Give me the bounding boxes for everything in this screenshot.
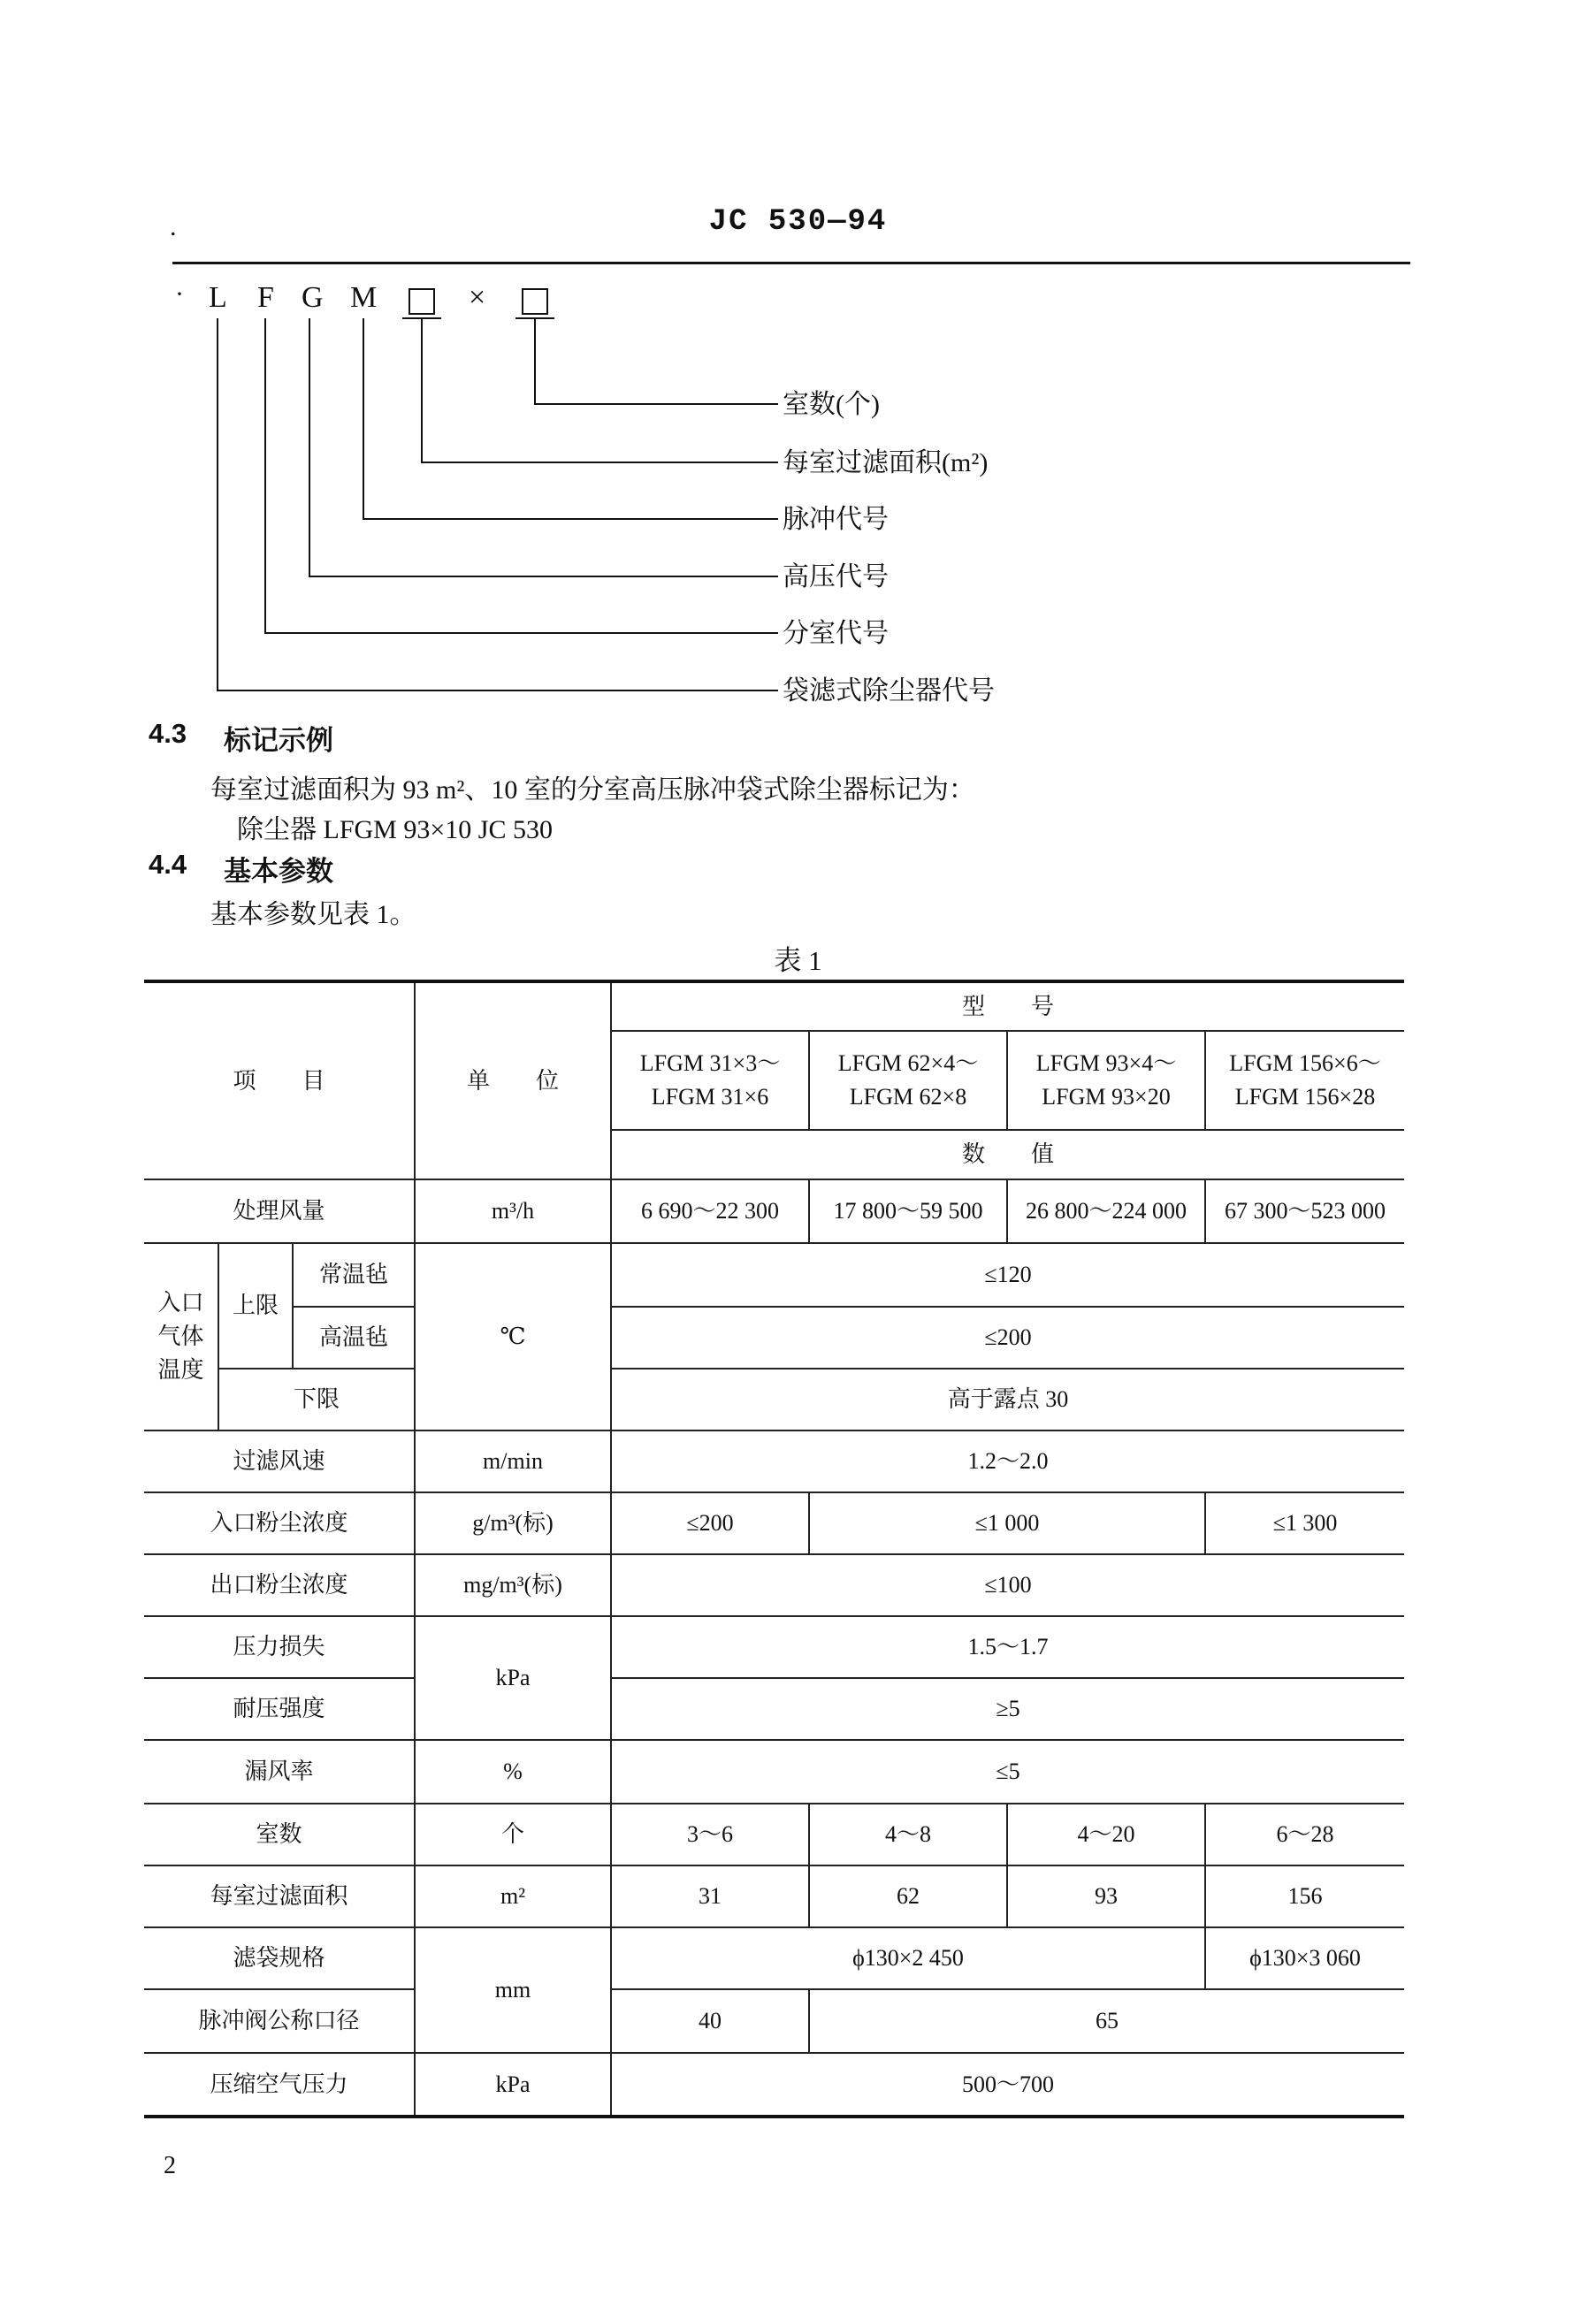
row-name-area: 每室过滤面积 [144,1865,415,1927]
table-row [144,1989,1404,2053]
row-name-leak: 漏风率 [144,1740,415,1804]
section-4-4-title: 基本参数 [224,856,333,887]
table-row [144,1616,1404,1678]
temp-lower-value: 高于露点 30 [611,1369,1404,1430]
section-4-3-example: 除尘器 LFGM 93×10 JC 530 [237,815,553,844]
area-31: 31 [611,1865,809,1927]
unit-inlet-dust: g/m³(标) [415,1492,611,1554]
line-high-pressure [309,318,778,576]
label-chambers: 室数(个) [783,390,880,419]
chambers-156: 6～28 [1205,1804,1404,1865]
row-name-bag: 滤袋规格 [144,1927,415,1989]
label-compartment: 分室代号 [783,619,889,648]
area-93: 93 [1007,1865,1205,1927]
model-31: LFGM 31×3～ LFGM 31×6 [611,1031,809,1130]
airflow-156: 67 300～523 000 [1205,1179,1404,1243]
temp-group-label: 入口 气体 温度 [144,1243,218,1430]
unit-air-pressure: kPa [415,2053,611,2117]
code-letter-f: F [257,281,274,314]
standard-code: JC 530—94 [708,205,888,239]
inlet-dust-156: ≤1 300 [1205,1492,1404,1554]
airflow-93: 26 800～224 000 [1007,1179,1205,1243]
parameters-table [144,980,1404,2118]
table-row [144,1865,1404,1927]
times-symbol: × [469,281,486,314]
table-row [144,1554,1404,1616]
line-chambers [535,318,778,404]
temp-high-value: ≤200 [611,1307,1404,1369]
unit-leak: % [415,1740,611,1804]
label-area: 每室过滤面积(m²) [783,448,989,477]
unit-temp: ℃ [415,1243,611,1430]
valve-31: 40 [611,1989,809,2053]
unit-bag: mm [415,1927,611,2053]
row-name-airflow: 处理风量 [144,1179,415,1243]
bag-value-small: ϕ130×2 450 [611,1927,1205,1989]
header-unit: 单 位 [415,981,611,1179]
unit-outlet-dust: mg/m³(标) [415,1554,611,1616]
area-156: 156 [1205,1865,1404,1927]
section-4-3-text: 每室过滤面积为 93 m²、10 室的分室高压脉冲袋式除尘器标记为： [210,775,975,805]
unit-airflow: m³/h [415,1179,611,1243]
model-156: LFGM 156×6～ LFGM 156×28 [1205,1031,1404,1130]
label-pulse: 脉冲代号 [783,505,889,534]
bag-value-large: ϕ130×3 060 [1205,1927,1404,1989]
row-name-speed: 过滤风速 [144,1430,415,1492]
table-row [144,1307,1404,1369]
temp-normal-felt: 常温毡 [293,1243,415,1307]
row-name-pressure-loss: 压力损失 [144,1616,415,1678]
unit-chambers: 个 [415,1804,611,1865]
table-row [144,1740,1404,1804]
speed-value: 1.2～2.0 [611,1430,1404,1492]
code-letter-m: M [350,281,378,314]
page-number: 2 [164,2152,176,2179]
table-caption: 表 1 [774,945,822,976]
line-compartment [265,318,778,633]
chambers-62: 4～8 [809,1804,1007,1865]
air-pressure-value: 500～700 [611,2053,1404,2117]
table-row [144,1430,1404,1492]
designation-lines [0,0,1596,725]
chambers-93: 4～20 [1007,1804,1205,1865]
section-4-3-number: 4.3 [149,718,187,749]
model-62: LFGM 62×4～ LFGM 62×8 [809,1031,1007,1130]
area-62: 62 [809,1865,1007,1927]
section-4-4-text: 基本参数见表 1。 [210,900,416,929]
pressure-loss-value: 1.5～1.7 [611,1616,1404,1678]
row-name-valve: 脉冲阀公称口径 [144,1989,415,2053]
row-name-outlet-dust: 出口粉尘浓度 [144,1554,415,1616]
line-area [422,318,778,462]
header-model: 型 号 [611,981,1404,1031]
pressure-strength-value: ≥5 [611,1678,1404,1740]
table-row [144,1179,1404,1243]
table-row [144,1243,1404,1307]
temp-upper-label: 上限 [218,1243,293,1369]
table-row [144,1927,1404,1989]
code-letter-l: L [209,281,227,314]
header-dot: . [170,212,177,241]
section-4-3-title: 标记示例 [224,725,333,756]
code-letter-g: G [302,281,324,314]
inlet-dust-31: ≤200 [611,1492,809,1554]
table-row [144,2053,1404,2117]
row-name-chambers: 室数 [144,1804,415,1865]
model-93: LFGM 93×4～ LFGM 93×20 [1007,1031,1205,1130]
table-row [144,1804,1404,1865]
label-high-pressure: 高压代号 [783,562,889,591]
header-item: 项 目 [144,981,415,1179]
valve-others: 65 [809,1989,1404,2053]
airflow-31: 6 690～22 300 [611,1179,809,1243]
temp-high-felt: 高温毡 [293,1307,415,1369]
section-4-4-number: 4.4 [149,849,187,880]
temp-normal-value: ≤120 [611,1243,1404,1307]
table-row [144,1492,1404,1554]
row-name-pressure-strength: 耐压强度 [144,1678,415,1740]
inlet-dust-62-93: ≤1 000 [809,1492,1205,1554]
row-name-inlet-dust: 入口粉尘浓度 [144,1492,415,1554]
temp-lower-label: 下限 [218,1369,415,1430]
unit-area: m² [415,1865,611,1927]
leak-value: ≤5 [611,1740,1404,1804]
airflow-62: 17 800～59 500 [809,1179,1007,1243]
designation-dot: · [175,279,184,309]
line-collector [218,318,778,690]
table-row [144,1678,1404,1740]
table-row [144,1369,1404,1430]
header-value: 数 值 [611,1130,1404,1179]
outlet-dust-value: ≤100 [611,1554,1404,1616]
row-name-air-pressure: 压缩空气压力 [144,2053,415,2117]
unit-speed: m/min [415,1430,611,1492]
line-pulse [363,318,778,519]
chambers-31: 3～6 [611,1804,809,1865]
unit-pressure: kPa [415,1616,611,1740]
label-collector: 袋滤式除尘器代号 [783,676,995,706]
